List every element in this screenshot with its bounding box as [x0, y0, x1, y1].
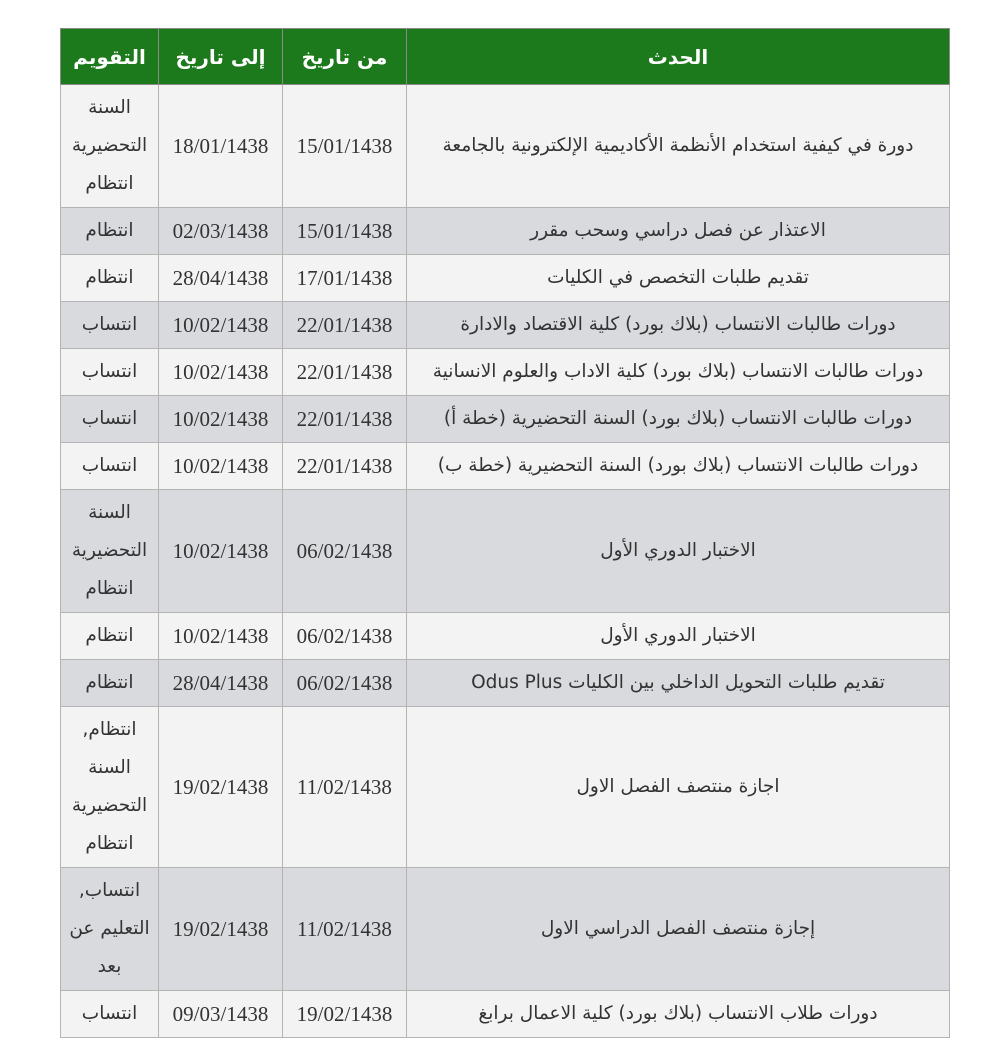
event-cell: دورات طالبات الانتساب (بلاك بورد) السنة التحضيرية (خطة أ): [407, 396, 950, 443]
to-date-cell: 28/04/1438: [159, 255, 283, 302]
calendar-cell: [61, 868, 159, 991]
table-row: [61, 255, 950, 302]
table-row: [61, 490, 950, 613]
calendar-line: التحضيرية: [71, 135, 148, 156]
to-date-cell: 09/03/1438: [159, 991, 283, 1038]
from-date-cell: 06/02/1438: [283, 490, 407, 613]
calendar-cell: [61, 349, 159, 396]
from-date-cell: 19/02/1438: [283, 991, 407, 1038]
table-row: [61, 660, 950, 707]
from-date-cell: 06/02/1438: [283, 660, 407, 707]
calendar-cell: [61, 208, 159, 255]
table-row: [61, 302, 950, 349]
calendar-line: انتظام: [85, 833, 134, 854]
to-date-cell: 10/02/1438: [159, 302, 283, 349]
table-row: [61, 85, 950, 208]
event-cell: دورات طالبات الانتساب (بلاك بورد) السنة التحضيرية (خطة ب): [407, 443, 950, 490]
to-date-cell: 10/02/1438: [159, 443, 283, 490]
calendar-line: بعد: [97, 956, 122, 977]
from-date-cell: 11/02/1438: [283, 707, 407, 868]
event-cell: إجازة منتصف الفصل الدراسي الاول: [407, 868, 950, 991]
event-cell: دورات طالبات الانتساب (بلاك بورد) كلية الاقتصاد والادارة: [407, 302, 950, 349]
calendar-cell: [61, 707, 159, 868]
event-cell: اجازة منتصف الفصل الاول: [407, 707, 950, 868]
table-row: [61, 443, 950, 490]
table-row: [61, 707, 950, 868]
table-header: [61, 29, 950, 85]
calendar-cell: [61, 255, 159, 302]
calendar-cell: [61, 991, 159, 1038]
from-date-cell: 22/01/1438: [283, 396, 407, 443]
from-date-cell: 22/01/1438: [283, 443, 407, 490]
from-date-cell: 17/01/1438: [283, 255, 407, 302]
calendar-cell: [61, 85, 159, 208]
calendar-line: انتظام,: [82, 719, 137, 740]
from-date-cell: 15/01/1438: [283, 85, 407, 208]
calendar-line: انتساب: [81, 314, 138, 335]
header-from-date: من تاريخ: [283, 29, 407, 85]
event-cell: دورات طالبات الانتساب (بلاك بورد) كلية الاداب والعلوم الانسانية: [407, 349, 950, 396]
to-date-cell: 19/02/1438: [159, 707, 283, 868]
event-cell: الاختبار الدوري الأول: [407, 613, 950, 660]
calendar-line: انتساب: [81, 1003, 138, 1024]
table-body: [61, 85, 950, 1038]
from-date-cell: 15/01/1438: [283, 208, 407, 255]
header-row: [61, 29, 950, 85]
header-to-date: إلى تاريخ: [159, 29, 283, 85]
event-cell: دورة في كيفية استخدام الأنظمة الأكاديمية الإلكترونية بالجامعة: [407, 85, 950, 208]
calendar-line: التحضيرية: [71, 795, 148, 816]
calendar-line: التحضيرية: [71, 540, 148, 561]
to-date-cell: 10/02/1438: [159, 396, 283, 443]
header-calendar: التقويم: [61, 29, 159, 85]
table-row: [61, 208, 950, 255]
calendar-line: انتساب: [81, 455, 138, 476]
calendar-cell: [61, 660, 159, 707]
calendar-cell: [61, 613, 159, 660]
calendar-line: انتظام: [85, 173, 134, 194]
to-date-cell: 10/02/1438: [159, 613, 283, 660]
calendar-line: انتساب: [81, 361, 138, 382]
table-row: [61, 349, 950, 396]
calendar-line: انتظام: [85, 625, 134, 646]
from-date-cell: 22/01/1438: [283, 302, 407, 349]
calendar-line: انتظام: [85, 672, 134, 693]
calendar-line: انتساب: [81, 408, 138, 429]
to-date-cell: 10/02/1438: [159, 349, 283, 396]
event-cell: دورات طلاب الانتساب (بلاك بورد) كلية الاعمال برابغ: [407, 991, 950, 1038]
calendar-cell: [61, 302, 159, 349]
to-date-cell: 18/01/1438: [159, 85, 283, 208]
calendar-line: التعليم عن: [69, 918, 150, 939]
from-date-cell: 11/02/1438: [283, 868, 407, 991]
calendar-line: انتظام: [85, 267, 134, 288]
event-cell: تقديم طلبات التخصص في الكليات: [407, 255, 950, 302]
from-date-cell: 22/01/1438: [283, 349, 407, 396]
calendar-cell: [61, 443, 159, 490]
to-date-cell: 19/02/1438: [159, 868, 283, 991]
academic-calendar-table: [60, 28, 950, 1038]
table-row: [61, 396, 950, 443]
from-date-cell: 06/02/1438: [283, 613, 407, 660]
calendar-line: السنة: [88, 757, 131, 778]
table-row: [61, 613, 950, 660]
event-cell: الاعتذار عن فصل دراسي وسحب مقرر: [407, 208, 950, 255]
calendar-line: انتساب,: [78, 880, 141, 901]
calendar-line: انتظام: [85, 578, 134, 599]
to-date-cell: 02/03/1438: [159, 208, 283, 255]
event-cell: تقديم طلبات التحويل الداخلي بين الكليات Odus Plus: [407, 660, 950, 707]
calendar-line: انتظام: [85, 220, 134, 241]
table-row: [61, 991, 950, 1038]
calendar-line: السنة: [88, 97, 131, 118]
to-date-cell: 10/02/1438: [159, 490, 283, 613]
event-cell: الاختبار الدوري الأول: [407, 490, 950, 613]
table-row: [61, 868, 950, 991]
header-event: الحدث: [407, 29, 950, 85]
to-date-cell: 28/04/1438: [159, 660, 283, 707]
calendar-cell: [61, 490, 159, 613]
calendar-cell: [61, 396, 159, 443]
calendar-line: السنة: [88, 502, 131, 523]
